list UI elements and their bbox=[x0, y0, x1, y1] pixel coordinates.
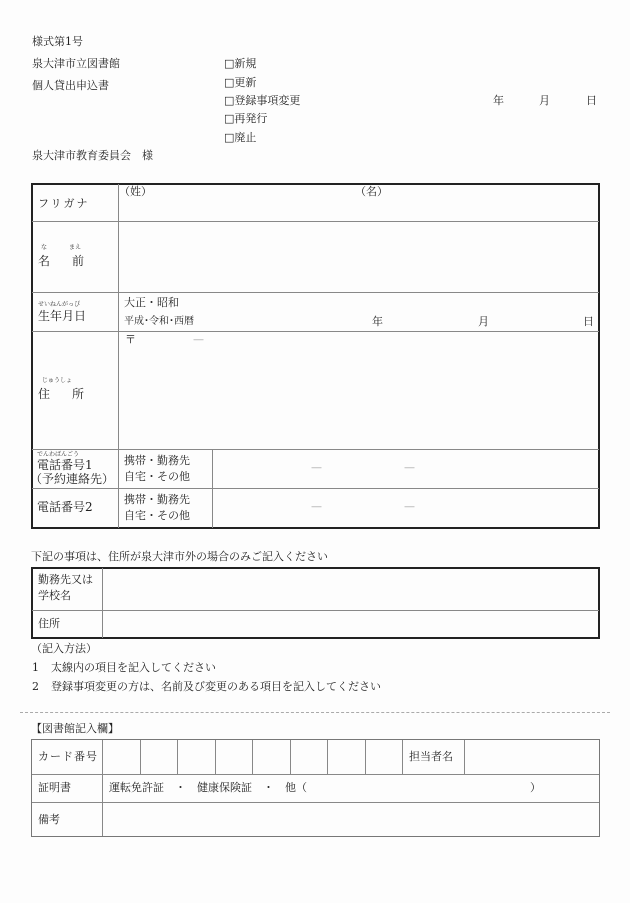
label-column-divider bbox=[118, 184, 119, 528]
option-reissue[interactable]: □再発行 bbox=[224, 112, 268, 125]
phone1-dash-2: — bbox=[404, 461, 415, 474]
phone1-type-2[interactable]: 自宅・その他 bbox=[124, 470, 190, 483]
instruction-1-text: 太線内の項目を記入してください bbox=[51, 661, 216, 674]
phone1-sub-label: （予約連絡先） bbox=[30, 472, 115, 486]
addressee: 泉大津市教育委員会 様 bbox=[32, 149, 153, 162]
option-cancel[interactable]: □廃止 bbox=[224, 131, 257, 144]
id-document-options[interactable]: 運転免許証 ・ 健康保険証 ・ 他（ bbox=[109, 781, 307, 794]
given-name-label: （名） bbox=[355, 185, 388, 198]
birth-ruby: せいねんがっぴ bbox=[38, 301, 81, 308]
instruction-2-text: 登録事項変更の方は、名前及び変更のある項目を記入してください bbox=[51, 680, 381, 693]
phone1-field[interactable] bbox=[214, 451, 598, 487]
row-divider bbox=[32, 292, 599, 293]
phone1-dash-1: — bbox=[311, 461, 322, 474]
phone-column-divider bbox=[212, 449, 213, 528]
row-divider bbox=[32, 774, 599, 775]
outside-city-note: 下記の事項は、住所が泉大津市外の場合のみご記入ください bbox=[31, 550, 328, 563]
phone2-label: 電話番号2 bbox=[37, 500, 93, 514]
phone2-dash-2: — bbox=[404, 500, 415, 513]
name-ruby-na: な bbox=[41, 244, 48, 251]
checkbox-icon: □ bbox=[224, 112, 235, 125]
outside-label-divider bbox=[102, 568, 103, 638]
staff-name-field[interactable] bbox=[466, 741, 598, 773]
card-number-field[interactable] bbox=[103, 741, 401, 773]
option-change[interactable]: □登録事項変更 bbox=[224, 94, 301, 107]
phone2-type-1[interactable]: 携帯・勤務先 bbox=[124, 493, 190, 506]
name-ruby-mae: まえ bbox=[69, 244, 82, 251]
id-document-close: ） bbox=[530, 781, 541, 794]
furigana-label: フリガナ bbox=[38, 197, 90, 210]
card-cell-divider bbox=[402, 740, 403, 774]
row-divider bbox=[32, 331, 599, 332]
work-label-1: 勤務先又は bbox=[38, 573, 93, 586]
option-renew[interactable]: □更新 bbox=[224, 76, 257, 89]
surname-label: （姓） bbox=[119, 185, 152, 198]
era-options-1[interactable]: 大正・昭和 bbox=[124, 296, 179, 309]
name-label-2: 前 bbox=[72, 254, 85, 268]
postal-dash: — bbox=[193, 333, 204, 346]
outside-address-field[interactable] bbox=[104, 612, 598, 637]
date-month: 月 bbox=[539, 94, 550, 107]
checkbox-icon: □ bbox=[224, 94, 235, 107]
card-number-label: カード番号 bbox=[38, 750, 98, 763]
library-name: 泉大津市立図書館 bbox=[32, 57, 120, 70]
era-options-2[interactable]: 平成･令和･西暦 bbox=[124, 316, 194, 327]
birth-label: 生年月日 bbox=[38, 309, 87, 323]
birth-year: 年 bbox=[372, 315, 383, 328]
cut-line bbox=[20, 712, 610, 713]
birth-day: 日 bbox=[583, 315, 594, 328]
instructions-title: （記入方法） bbox=[31, 642, 97, 655]
address-field[interactable] bbox=[120, 350, 598, 448]
address-label-1: 住 bbox=[38, 387, 51, 401]
option-new[interactable]: □新規 bbox=[224, 57, 257, 70]
phone1-ruby: でんわばんごう bbox=[37, 451, 80, 458]
date-year: 年 bbox=[493, 94, 504, 107]
form-title: 個人貸出申込書 bbox=[32, 79, 109, 92]
date-day: 日 bbox=[586, 94, 597, 107]
phone1-type-1[interactable]: 携帯・勤務先 bbox=[124, 454, 190, 467]
staff-cell-divider bbox=[464, 740, 465, 774]
remarks-label: 備考 bbox=[38, 813, 60, 826]
work-school-field[interactable] bbox=[104, 569, 598, 609]
row-divider bbox=[32, 449, 599, 450]
library-section-title: 【図書館記入欄】 bbox=[31, 722, 119, 735]
work-label-2: 学校名 bbox=[38, 589, 71, 602]
surname-furigana-field[interactable] bbox=[160, 200, 340, 218]
form-number: 様式第1号 bbox=[32, 35, 83, 48]
address-ruby: じゅうしょ bbox=[42, 377, 73, 384]
checkbox-icon: □ bbox=[224, 76, 235, 89]
given-furigana-field[interactable] bbox=[400, 200, 590, 218]
checkbox-icon: □ bbox=[224, 131, 235, 144]
outside-address-label: 住所 bbox=[38, 617, 60, 630]
instruction-2-num: 2 bbox=[32, 680, 39, 693]
phone2-dash-1: — bbox=[311, 500, 322, 513]
birth-month: 月 bbox=[478, 315, 489, 328]
row-divider bbox=[32, 221, 599, 222]
name-field[interactable] bbox=[120, 223, 598, 291]
instruction-1-num: 1 bbox=[32, 661, 39, 674]
row-divider bbox=[32, 610, 599, 611]
row-divider bbox=[32, 802, 599, 803]
row-divider bbox=[32, 488, 599, 489]
postal-mark: 〒 bbox=[125, 333, 136, 346]
address-label-2: 所 bbox=[72, 387, 85, 401]
staff-name-label: 担当者名 bbox=[409, 750, 453, 763]
phone2-type-2[interactable]: 自宅・その他 bbox=[124, 509, 190, 522]
phone2-field[interactable] bbox=[214, 490, 598, 526]
id-document-label: 証明書 bbox=[38, 781, 71, 794]
name-label-1: 名 bbox=[38, 254, 51, 268]
checkbox-icon: □ bbox=[224, 57, 235, 70]
phone1-label: 電話番号1 bbox=[37, 458, 93, 472]
remarks-field[interactable] bbox=[104, 804, 598, 836]
